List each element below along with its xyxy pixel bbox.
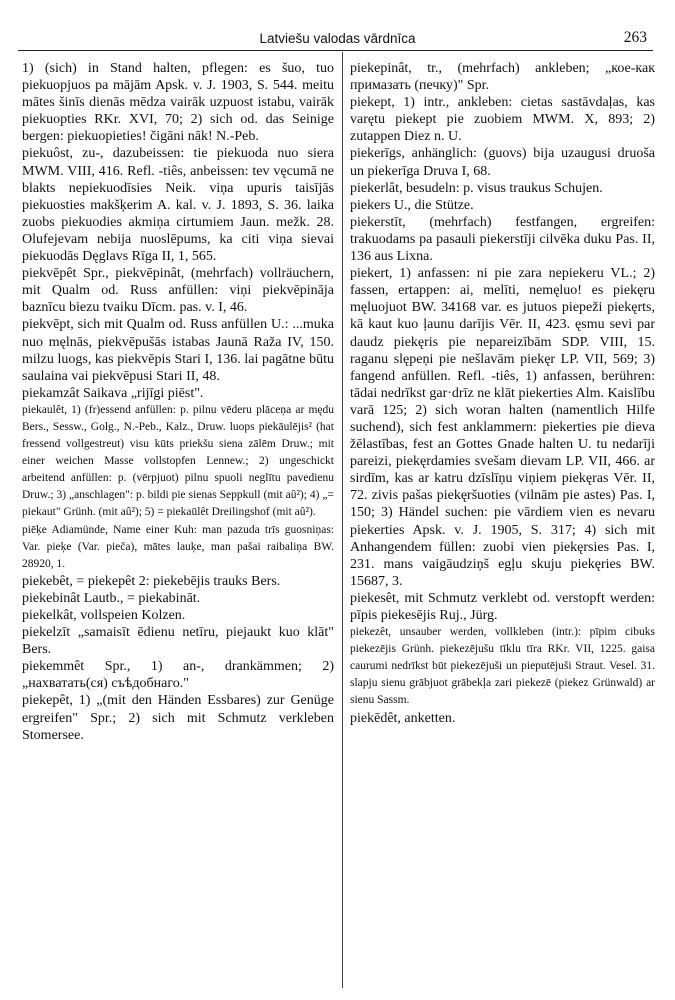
entry-piekeset: piekesêt, mit Schmutz verklebt od. verstopft werden: pīpis piekesējis Ruj., Jürg. <box>350 590 655 623</box>
page-title: Latviešu valodas vārdnīca <box>259 31 416 46</box>
entry-piekuost: piekuôst, zu-, dazubeissen: tie piekuoda nuo siera MWM. VIII, 416. Refl. -tiês, anbeissen: tev vęcumā ne blakts nepiekuodīsies Neik. viņa upuris taisījās piekuosties makšķerim A. kal. v. J. 1893, S. 36. laika zuobs piekuodies akmiņa cirtumiem Jaun. mežk. 28. Olufejevam nebija nuoslēpums, ka citi viņa sievai piekuodās Dęglavs Rīga II, 1, 565. <box>22 146 334 265</box>
entry-piekedet: piekēdêt, anketten. <box>350 710 456 726</box>
entry-piekepinat: piekepinât, tr., (mehrfach) ankleben; „кое-как примазать (печку)" Spr. <box>350 61 655 94</box>
entry-piekemmet: piekemmêt Spr., 1) an-, drankämmen; 2) „нахватать(ся) съѣдобнаго." <box>22 659 334 692</box>
column-divider <box>342 52 343 988</box>
left-column <box>22 60 334 744</box>
entry-piekebet: piekebêt, = piekepêt 2: piekebējis trauks Bers. <box>22 573 281 589</box>
entry-piekers: piekers U., die Stütze. <box>350 197 474 213</box>
entry-piekerigs: piekerīgs, anhänglich: (guovs) bija uzaugusi druoša un piekerīga Druva I, 68. <box>350 146 655 179</box>
entry-pieke: piēķe Adiamünde, Name einer Kuh: man pazuda trīs guosniņas: Var. pieķe (Var. pieča), mātes lauķe, man pašai raibaliņa BW. 28920, 1. <box>22 523 334 570</box>
entry-piekvepet: piekvēpêt Spr., piekvēpinât, (mehrfach) vollräuchern, mit Qualm od. Russ anfüllen: viņi piekvēpināja baznīcu biezu tvaiku Dīcm. pas. v. I, 46. <box>22 266 334 316</box>
page-number: 263 <box>623 29 647 46</box>
entry-piekebinat: piekebinât Lautb., = piekabināt. <box>22 590 201 606</box>
entry-piekerlat: piekerlât, besudeln: p. visus traukus Schujen. <box>350 180 603 196</box>
right-column <box>350 60 655 727</box>
header-rule <box>18 50 653 51</box>
entry-paragraph: 1) (sich) in Stand halten, pflegen: es šuo, tuo piekuopjuos pa mājām Apsk. v. J. 1903, S. 544. meitu mātes šinīs dienās mēdza vairāk uzpuost istabu, vairāk piekuopties RKr. XVI, 70; 2) sich od. das Seinige bergen: piekuopieties! čigāni nāk! N.-Peb. <box>22 61 334 145</box>
entry-piekept: piekept, 1) intr., ankleben: cietas sastāvdaļas, kas varętu piekept pie zuobiem MWM. X, 893; 2) zutappen Diez n. U. <box>350 95 655 145</box>
entry-piekvept: piekvēpt, sich mit Qualm od. Russ anfüllen U.: ...muka nuo męlnās, piekvēpušās istabas Jaunā Raža IV, 150. milzu luogs, kas piekvēpis Stari I, 136. lai pagātne būtu saulaina vai piekvēpusi Stari II, 48. <box>22 317 334 384</box>
entry-piekepet: piekepêt, 1) „(mit den Händen Essbares) zur Genüge ergreifen" Spr.; 2) sich mit Schmutz verkleben Stomersee. <box>22 693 334 743</box>
entry-piekerstit: piekerstīt, (mehrfach) festfangen, ergreifen: trakuodams pa pasauli piekerstīji cilvēka duku Pas. II, 136 aus Lixna. <box>350 214 655 265</box>
page-header <box>0 28 675 48</box>
entry-piekelzit: piekelzīt „samaisīt ēdienu netīru, piejaukt kuo klāt" Bers. <box>22 625 334 658</box>
entry-piekelkat: piekelkât, vollspeien Kolzen. <box>22 608 186 623</box>
entry-piekamzat: piekamzât Saikava „rijīgi piēst". <box>22 385 204 401</box>
entry-piekaulet: piekaulêt, 1) (fr)essend anfüllen: p. pilnu vēderu plāceņa ar mędu Bers., Sessw., Golg., N.-Peb., Kalz., Druw. luops piekāulējis² (hat fressend vollgestreut) visu kūts priekšu siena zālēm Druw.; mit einer weichen Masse vollstopfen Lennew.; 2) ungeschickt arbeitend anfüllen: p. (vērpjuot) pilnu spuoli neglītu pavedienu Druw.; 3) „anschlagen": p. bildi pie sienas Seppkull (mit aû²); 4) „= piekaut" Grünh. (mit aû²); 5) = piekaūlêt Dreilingshof (mit aû²). <box>22 403 334 519</box>
entry-piekert: piekert, 1) anfassen: ni pie zara nepiekeru VL.; 2) fassen, ertappen: ai, melīti, nemęluo! es piekęru męluojuot BW. 34168 var. es jutuos piepeži piekęrts, kā kaut kuo ļaunu darījis Vēr. II, 423. ęsmu sevi par daudz piekęris pie nepareizībām SDP. VIII, 15. raganu slępeņi pie nešlavām piekęr LP. VII, 569; 3) fangend anfüllen. Refl. -tiês, 1) anfassen, berühren: tādai nedrīkst gar·drīz ne klāt piekerties Alm. Kaislību varā 125; 2) sich woran halten (namentlich Hilfe suchend), sich fest anklammern: piekerties pie dieva žēlastības, fest an Gottes Gnade halten U. tu nedarīji pareizi, piekęrdamies svešam dievam LP. VII, 466. ar sirdīm, kas ar katru dzīslīņu viņiem piekęras Vēr. II, 72. zivis pašas piekęršuoties (vilnām pie astes) Pas. I, 150; 3) Händel suchen: pie vārdiem vien es nevaru piekerties Apsk. v. J. 1905, S. 317; 4) sich mit Anhangendem füllen: zuobi vien piekęrsies Pas. I, 231. mans vaigāudziņš egļu skuju piekęries BW. 15687, 3. <box>350 266 655 589</box>
entry-piekezet: piekezêt, unsauber werden, vollkleben (intr.): pīpim cibuks piekezējis Grünh. piekezējušu tīklu tīra RKr. VII, 1225. gaisa caurumi nedrīkst būt piekezējuši un pieputējuši Straut. Vesel. 31. slapju sienu grābjuot grābekļa zari piekezē (piekez Grünwald) ar sienu Sassm. <box>350 626 655 707</box>
